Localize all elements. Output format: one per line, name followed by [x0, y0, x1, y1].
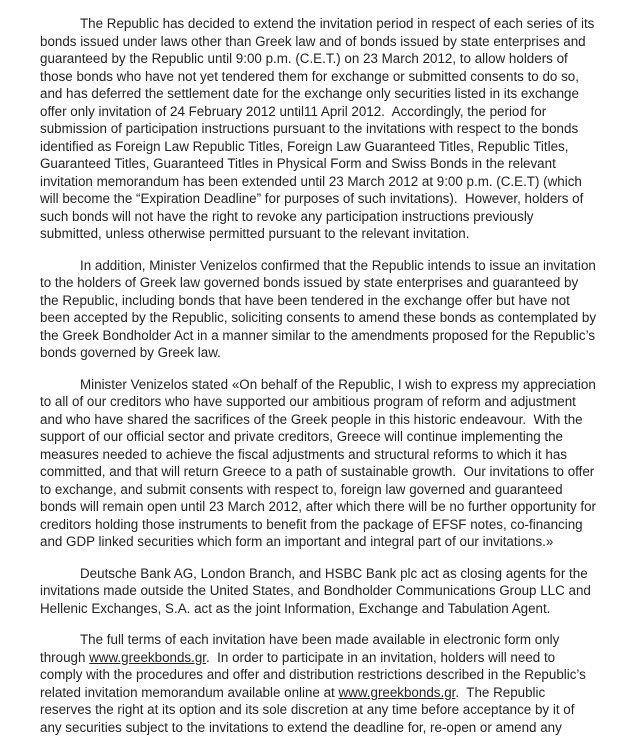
text-line: and has deferred the settlement date for the exchange only securities listed in its exchange — [40, 86, 579, 101]
text-line: any securities subject to the invitations to extend the deadline for, re-open or amend any — [40, 719, 562, 735]
text-line: invitation memorandum has been extended until 23 March 2012 at 9:00 p.m. (C.E.T) (which — [40, 173, 582, 189]
text-line: those bonds who have not yet tendered them for exchange or submitted consents to do so, — [40, 68, 579, 84]
text-line: support of our official sector and private creditors, Greece will continue implementing the — [40, 429, 563, 444]
text-line: bonds governed by Greek law. — [40, 345, 221, 360]
text-line: to all of our creditors who have supported our ambitious program of reform and adjustment — [40, 394, 576, 409]
text-line: been accepted by the Republic, soliciting consents to amend these bonds as contemplated by — [40, 310, 597, 325]
paragraph-4 — [40, 565, 604, 618]
text-line: identified as Foreign Law Republic Titles, Foreign Law Guaranteed Titles, Republic Titles, — [40, 138, 569, 154]
text-line: creditors holding those instruments to benefit from the package of EFSF notes, co-financing — [40, 516, 583, 532]
text-line: bonds will remain open until 23 March 2012, after which there will be no further opportunity for — [40, 499, 597, 514]
text-line: through www.greekbonds.gr. In order to participate in an invitation, holders will need to — [40, 649, 556, 665]
text-line: The Republic has decided to extend the invitation period in respect of each series of its — [80, 16, 595, 31]
text-line: The full terms of each invitation have been made available in electronic form only — [80, 632, 560, 647]
text-line: In addition, Minister Venizelos confirmed that the Republic intends to issue an invitation — [80, 257, 596, 273]
document-body — [40, 15, 604, 736]
text-line: committed, and that will return Greece to a path of sustainable growth. Our invitations to offer — [40, 464, 595, 479]
text-line: to the holders of Greek law governed bonds issued by state enterprises and guaranteed by — [40, 275, 579, 290]
text-line: Deutsche Bank AG, London Branch, and HSBC Bank plc act as closing agents for the — [80, 565, 588, 581]
paragraph-3 — [40, 376, 604, 551]
text-line: and who have shared the sacrifices of the Greek people in this historic endeavour. With the — [40, 411, 583, 427]
text-line: reserves the right at its option and its sole discretion at any time before acceptance by it of — [40, 702, 575, 717]
text-line: measures needed to achieve the fiscal adjustments and structural reforms to which it has — [40, 446, 567, 462]
text-line: to exchange, and submit consents with respect to, foreign law governed and guaranteed — [40, 481, 563, 497]
text-line: submission of participation instructions pursuant to the invitations with respect to the bonds — [40, 121, 579, 136]
paragraph-2 — [40, 257, 604, 362]
text-line: submitted, unless otherwise permitted pursuant to the relevant invitation. — [40, 226, 470, 241]
text-line: comply with the procedures and offer and distribution restrictions described in the Republic’s — [40, 667, 586, 682]
text-line: the Greek Bondholder Act in a manner similar to the amendments proposed for the Republic’s — [40, 327, 596, 343]
text-line: and GDP linked securities which form an important and integral part of our invitations.» — [40, 534, 554, 549]
text-line: such bonds will not have the right to revoke any participation instructions previously — [40, 208, 534, 224]
paragraph-1 — [40, 15, 604, 243]
text-line: Minister Venizelos stated «On behalf of the Republic, I wish to express my appreciation — [80, 376, 596, 392]
text-line: guaranteed by the Republic until 9:00 p.m. (C.E.T.) on 23 March 2012, to allow holders of — [40, 51, 568, 66]
greekbonds-link[interactable]: www.greekbonds.gr — [89, 649, 207, 665]
greekbonds-link[interactable]: www.greekbonds.gr — [338, 684, 456, 700]
text-line: offer only invitation of 24 February 2012 until11 April 2012. Accordingly, the period for — [40, 103, 547, 119]
text-line: related invitation memorandum available online at www.greekbonds.gr. The Republic — [40, 684, 546, 700]
text-line: will become the “Expiration Deadline” for purposes of such invitations). However, holders of — [40, 191, 584, 206]
text-line: the Republic, including bonds that have been tendered in the exchange offer but have not — [40, 292, 570, 308]
paragraph-5 — [40, 631, 604, 736]
text-line: Guaranteed Titles, Guaranteed Titles in Physical Form and Swiss Bonds in the relevant — [40, 156, 556, 171]
text-line: Hellenic Exchanges, S.A. act as the joint Information, Exchange and Tabulation Agent. — [40, 600, 551, 616]
text-line: invitations made outside the United States, and Bondholder Communications Group LLC and — [40, 583, 591, 598]
text-line: bonds issued under laws other than Greek law and of bonds issued by state enterprises and — [40, 33, 586, 49]
